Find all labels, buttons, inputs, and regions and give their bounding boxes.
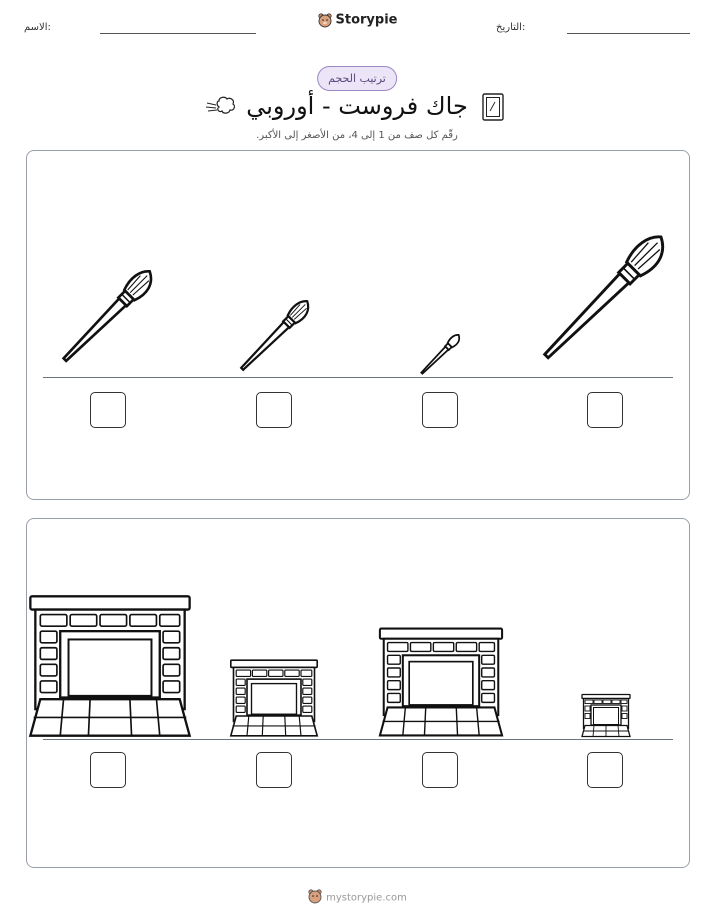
category-badge: ترتيب الحجم	[317, 66, 397, 91]
bear-mascot-icon	[317, 12, 333, 28]
fireplace-icon	[377, 626, 505, 742]
paintbrush-icon	[49, 253, 169, 382]
answer-box[interactable]	[422, 752, 458, 788]
answer-box[interactable]	[256, 392, 292, 428]
baseline	[43, 739, 673, 740]
row-panel-fireplaces	[26, 518, 690, 868]
paintbrush-icon	[525, 213, 687, 384]
wind-cloud-icon	[205, 95, 237, 123]
answer-box[interactable]	[90, 392, 126, 428]
answer-box[interactable]	[587, 392, 623, 428]
brand-name: Storypie	[335, 12, 398, 28]
answer-box[interactable]	[256, 752, 292, 788]
fireplace-icon	[581, 693, 631, 742]
date-label: التاريخ:	[496, 22, 526, 33]
brand-logo	[0, 12, 714, 28]
footer-site: mystorypie.com	[326, 892, 407, 904]
name-field[interactable]	[100, 33, 256, 34]
row-panel-paintbrushes	[26, 150, 690, 500]
instructions: رقّم كل صف من 1 إلى 4، من الأصغر إلى الأكبر.	[256, 130, 458, 141]
footer	[0, 888, 714, 907]
fireplace-icon	[229, 658, 319, 742]
answer-box[interactable]	[422, 392, 458, 428]
paintbrush-icon	[230, 289, 322, 385]
answer-box[interactable]	[90, 752, 126, 788]
bear-mascot-icon	[307, 888, 323, 907]
baseline	[43, 377, 673, 378]
date-field[interactable]	[567, 33, 690, 34]
fireplace-icon	[27, 593, 193, 743]
page-title: جاك فروست - أوروبي	[246, 92, 468, 120]
answer-box[interactable]	[587, 752, 623, 788]
name-label: الاسم:	[24, 22, 51, 33]
paintbrush-icon	[415, 328, 467, 384]
